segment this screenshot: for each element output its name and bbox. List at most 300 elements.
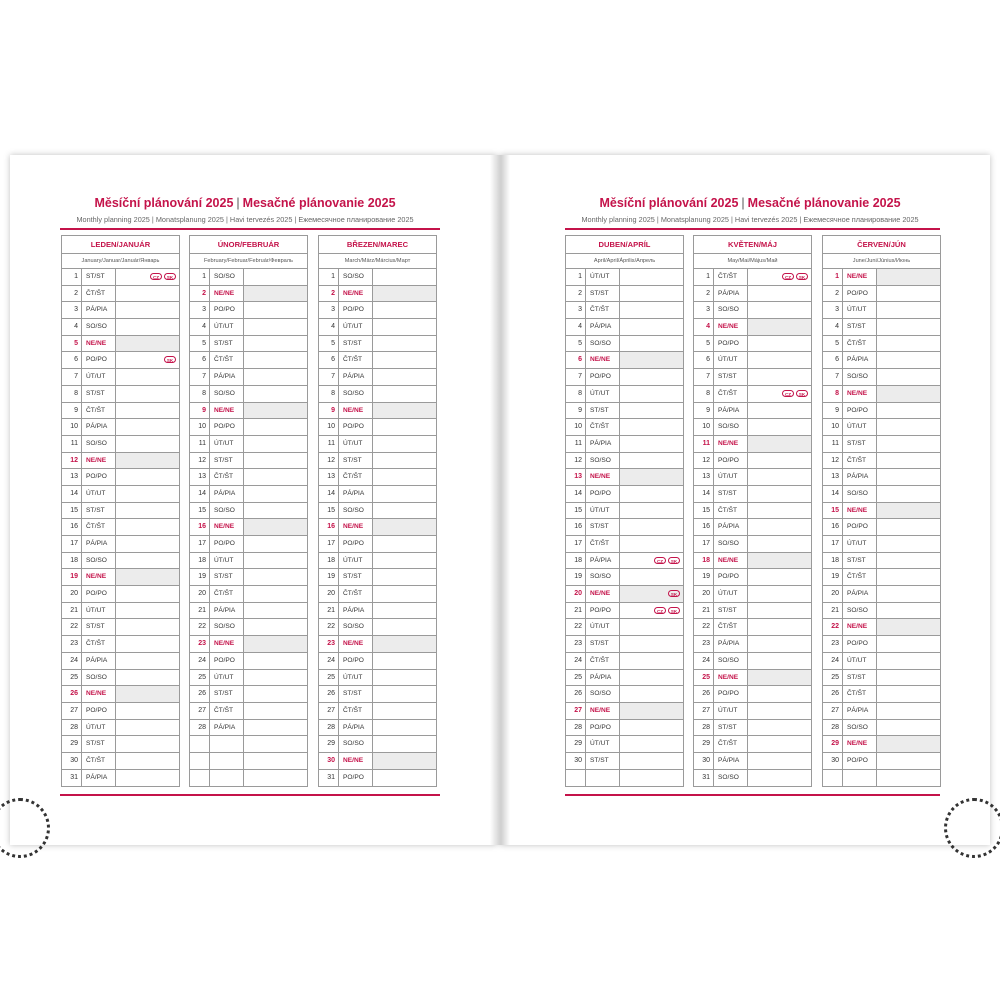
note-cell[interactable]: [116, 636, 179, 652]
day-number: 13: [823, 469, 843, 485]
note-cell[interactable]: [877, 770, 940, 787]
note-cell[interactable]: [877, 636, 940, 652]
note-cell[interactable]: [373, 269, 436, 285]
note-cell[interactable]: [244, 269, 307, 285]
note-cell[interactable]: [877, 386, 940, 402]
day-row: [823, 536, 940, 553]
note-cell[interactable]: [373, 736, 436, 752]
note-cell[interactable]: [620, 686, 683, 702]
note-cell[interactable]: [877, 670, 940, 686]
note-cell[interactable]: [116, 720, 179, 736]
day-row: [190, 369, 307, 386]
note-cell[interactable]: [748, 619, 811, 635]
note-cell[interactable]: [620, 453, 683, 469]
note-cell[interactable]: [877, 269, 940, 285]
note-cell[interactable]: [748, 319, 811, 335]
note-cell[interactable]: [373, 302, 436, 318]
weekday-label: PO/PO: [586, 486, 620, 502]
weekday-label: PO/PO: [210, 419, 244, 435]
weekday-label: PO/PO: [82, 703, 116, 719]
note-cell[interactable]: [244, 686, 307, 702]
note-cell[interactable]: [748, 419, 811, 435]
day-number: 28: [62, 720, 82, 736]
note-cell[interactable]: [620, 352, 683, 368]
weekday-label: ČT/ŠT: [339, 352, 373, 368]
note-cell[interactable]: [116, 770, 179, 787]
weekday-label: PO/PO: [586, 369, 620, 385]
day-row: [62, 619, 179, 636]
note-cell[interactable]: [877, 686, 940, 702]
weekday-label: PO/PO: [843, 403, 877, 419]
note-cell[interactable]: [620, 670, 683, 686]
note-cell[interactable]: [748, 453, 811, 469]
day-number: 19: [694, 569, 714, 585]
note-cell[interactable]: [877, 369, 940, 385]
note-cell[interactable]: [748, 603, 811, 619]
note-cell[interactable]: [620, 753, 683, 769]
day-number: 21: [566, 603, 586, 619]
note-cell[interactable]: [116, 386, 179, 402]
note-cell[interactable]: [748, 336, 811, 352]
note-cell[interactable]: [877, 352, 940, 368]
day-row: [566, 736, 683, 753]
day-row: [694, 603, 811, 620]
weekday-label: NE/NE: [714, 319, 748, 335]
note-cell[interactable]: [620, 436, 683, 452]
day-number: 4: [190, 319, 210, 335]
note-cell[interactable]: [244, 469, 307, 485]
day-number: 10: [62, 419, 82, 435]
note-cell[interactable]: [877, 453, 940, 469]
note-cell[interactable]: [244, 653, 307, 669]
page-title-left: [35, 196, 455, 210]
note-cell[interactable]: [620, 403, 683, 419]
day-number: [190, 770, 210, 787]
note-cell[interactable]: [748, 302, 811, 318]
note-cell[interactable]: [244, 486, 307, 502]
day-row: [190, 703, 307, 720]
book-spine: [490, 155, 510, 845]
note-cell[interactable]: [373, 753, 436, 769]
weekday-label: NE/NE: [586, 703, 620, 719]
note-cell[interactable]: [244, 286, 307, 302]
note-cell[interactable]: [244, 403, 307, 419]
note-cell[interactable]: [877, 419, 940, 435]
day-number: 20: [190, 586, 210, 602]
note-cell[interactable]: [373, 770, 436, 787]
month-table-may: [693, 235, 812, 787]
note-cell[interactable]: [620, 486, 683, 502]
day-row: [190, 536, 307, 553]
note-cell[interactable]: [373, 670, 436, 686]
note-cell[interactable]: [116, 703, 179, 719]
note-cell[interactable]: [373, 436, 436, 452]
weekday-label: PÁ/PIA: [210, 369, 244, 385]
note-cell[interactable]: [244, 419, 307, 435]
day-number: 12: [566, 453, 586, 469]
note-cell[interactable]: [116, 519, 179, 535]
note-cell[interactable]: [373, 403, 436, 419]
month-translations: February/Februar/Február/Февраль: [190, 254, 307, 269]
note-cell[interactable]: [244, 519, 307, 535]
day-row: [319, 419, 436, 436]
weekday-label: NE/NE: [586, 469, 620, 485]
note-cell[interactable]: [620, 770, 683, 787]
note-cell[interactable]: [620, 302, 683, 318]
note-cell[interactable]: [620, 586, 683, 602]
note-cell[interactable]: [877, 569, 940, 585]
note-cell[interactable]: [244, 302, 307, 318]
note-cell[interactable]: [373, 586, 436, 602]
weekday-label: PO/PO: [714, 686, 748, 702]
day-number: 22: [190, 619, 210, 635]
note-cell[interactable]: [244, 503, 307, 519]
weekday-label: ST/ST: [714, 603, 748, 619]
note-cell[interactable]: [244, 369, 307, 385]
note-cell[interactable]: [373, 486, 436, 502]
day-number: 24: [319, 653, 339, 669]
note-cell[interactable]: [116, 469, 179, 485]
month-table-june: [822, 235, 941, 787]
day-row: [694, 753, 811, 770]
weekday-label: PÁ/PIA: [339, 486, 373, 502]
note-cell[interactable]: [116, 286, 179, 302]
note-cell[interactable]: [244, 319, 307, 335]
weekday-label: [586, 770, 620, 787]
weekday-label: ÚT/UT: [339, 319, 373, 335]
note-cell[interactable]: [373, 286, 436, 302]
note-cell[interactable]: [748, 569, 811, 585]
note-cell[interactable]: [116, 603, 179, 619]
weekday-label: ÚT/UT: [339, 670, 373, 686]
weekday-label: ÚT/UT: [843, 419, 877, 435]
note-cell[interactable]: [244, 670, 307, 686]
day-row: [62, 536, 179, 553]
day-row: [823, 436, 940, 453]
day-number: 27: [62, 703, 82, 719]
note-cell[interactable]: [748, 536, 811, 552]
weekday-label: PÁ/PIA: [82, 302, 116, 318]
weekday-label: SO/SO: [714, 770, 748, 787]
note-cell[interactable]: [373, 720, 436, 736]
weekday-label: [843, 770, 877, 787]
note-cell[interactable]: [373, 686, 436, 702]
note-cell[interactable]: [620, 736, 683, 752]
note-cell[interactable]: [620, 369, 683, 385]
day-row: [190, 686, 307, 703]
weekday-label: ČT/ŠT: [843, 336, 877, 352]
note-cell[interactable]: [748, 736, 811, 752]
note-cell[interactable]: [620, 553, 683, 569]
note-cell[interactable]: [116, 436, 179, 452]
note-cell[interactable]: [244, 770, 307, 787]
day-number: 16: [823, 519, 843, 535]
note-cell[interactable]: [620, 336, 683, 352]
note-cell[interactable]: [748, 269, 811, 285]
weekday-label: SO/SO: [210, 619, 244, 635]
note-cell[interactable]: [373, 536, 436, 552]
note-cell[interactable]: [116, 536, 179, 552]
weekday-label: ST/ST: [82, 736, 116, 752]
note-cell[interactable]: [373, 553, 436, 569]
note-cell[interactable]: [373, 369, 436, 385]
note-cell[interactable]: [116, 619, 179, 635]
note-cell[interactable]: [373, 419, 436, 435]
note-cell[interactable]: [748, 436, 811, 452]
day-number: 11: [566, 436, 586, 452]
note-cell[interactable]: [116, 419, 179, 435]
note-cell[interactable]: [748, 653, 811, 669]
day-number: 11: [694, 436, 714, 452]
note-cell[interactable]: [877, 536, 940, 552]
note-cell[interactable]: [373, 653, 436, 669]
note-cell[interactable]: [244, 536, 307, 552]
note-cell[interactable]: [877, 703, 940, 719]
day-row: [566, 569, 683, 586]
weekday-label: SO/SO: [339, 619, 373, 635]
note-cell[interactable]: [116, 553, 179, 569]
day-number: 15: [190, 503, 210, 519]
day-row: [190, 519, 307, 536]
note-cell[interactable]: [748, 403, 811, 419]
note-cell[interactable]: [748, 469, 811, 485]
note-cell[interactable]: [244, 553, 307, 569]
note-cell[interactable]: [244, 703, 307, 719]
day-number: 18: [823, 553, 843, 569]
note-cell[interactable]: [373, 636, 436, 652]
note-cell[interactable]: [620, 720, 683, 736]
note-cell[interactable]: [116, 686, 179, 702]
note-cell[interactable]: [748, 386, 811, 402]
note-cell[interactable]: [748, 703, 811, 719]
note-cell[interactable]: [116, 369, 179, 385]
note-cell[interactable]: [620, 619, 683, 635]
note-cell[interactable]: [373, 619, 436, 635]
day-number: 14: [190, 486, 210, 502]
day-number: 19: [319, 569, 339, 585]
note-cell[interactable]: [620, 569, 683, 585]
note-cell[interactable]: [116, 336, 179, 352]
day-row: [823, 753, 940, 770]
weekday-label: SO/SO: [843, 720, 877, 736]
note-cell[interactable]: [877, 302, 940, 318]
note-cell[interactable]: [373, 519, 436, 535]
weekday-label: PO/PO: [843, 519, 877, 535]
note-cell[interactable]: [373, 319, 436, 335]
note-cell[interactable]: [244, 386, 307, 402]
note-cell[interactable]: [620, 603, 683, 619]
day-number: 19: [62, 569, 82, 585]
weekday-label: ÚT/UT: [586, 386, 620, 402]
note-cell[interactable]: [373, 453, 436, 469]
day-number: 17: [566, 536, 586, 552]
weekday-label: PÁ/PIA: [843, 469, 877, 485]
note-cell[interactable]: [244, 453, 307, 469]
note-cell[interactable]: [748, 770, 811, 787]
note-cell[interactable]: [116, 269, 179, 285]
note-cell[interactable]: [748, 670, 811, 686]
note-cell[interactable]: [620, 636, 683, 652]
note-cell[interactable]: [877, 519, 940, 535]
note-cell[interactable]: [877, 753, 940, 769]
day-number: 25: [319, 670, 339, 686]
note-cell[interactable]: [748, 369, 811, 385]
note-cell[interactable]: [116, 569, 179, 585]
note-cell[interactable]: [244, 352, 307, 368]
note-cell[interactable]: [620, 286, 683, 302]
note-cell[interactable]: [877, 553, 940, 569]
note-cell[interactable]: [620, 469, 683, 485]
note-cell[interactable]: [116, 586, 179, 602]
note-cell[interactable]: [877, 736, 940, 752]
day-row: [823, 269, 940, 286]
weekday-label: SO/SO: [339, 503, 373, 519]
note-cell[interactable]: [877, 436, 940, 452]
note-cell[interactable]: [244, 603, 307, 619]
day-number: 22: [823, 619, 843, 635]
day-number: 9: [62, 403, 82, 419]
note-cell[interactable]: [116, 670, 179, 686]
day-row: [190, 569, 307, 586]
day-row: [566, 302, 683, 319]
note-cell[interactable]: [620, 653, 683, 669]
note-cell[interactable]: [748, 503, 811, 519]
note-cell[interactable]: [748, 486, 811, 502]
note-cell[interactable]: [877, 469, 940, 485]
day-number: 11: [190, 436, 210, 452]
note-cell[interactable]: [373, 386, 436, 402]
note-cell[interactable]: [748, 753, 811, 769]
note-cell[interactable]: [244, 736, 307, 752]
weekday-label: NE/NE: [210, 286, 244, 302]
note-cell[interactable]: [116, 403, 179, 419]
note-cell[interactable]: [877, 586, 940, 602]
note-cell[interactable]: [877, 603, 940, 619]
day-row: [823, 503, 940, 520]
note-cell[interactable]: [877, 653, 940, 669]
note-cell[interactable]: [877, 619, 940, 635]
note-cell[interactable]: [620, 536, 683, 552]
note-cell[interactable]: [620, 503, 683, 519]
day-number: [190, 736, 210, 752]
day-row: [694, 653, 811, 670]
day-row: [62, 336, 179, 353]
note-cell[interactable]: [373, 352, 436, 368]
note-cell[interactable]: [116, 736, 179, 752]
note-cell[interactable]: [116, 653, 179, 669]
note-cell[interactable]: [116, 753, 179, 769]
note-cell[interactable]: [373, 603, 436, 619]
weekday-label: PO/PO: [586, 603, 620, 619]
note-cell[interactable]: [244, 436, 307, 452]
note-cell[interactable]: [244, 569, 307, 585]
note-cell[interactable]: [748, 686, 811, 702]
note-cell[interactable]: [116, 319, 179, 335]
weekday-label: SO/SO: [82, 670, 116, 686]
note-cell[interactable]: [620, 703, 683, 719]
note-cell[interactable]: [877, 403, 940, 419]
day-number: 2: [190, 286, 210, 302]
note-cell[interactable]: [877, 486, 940, 502]
weekday-label: PÁ/PIA: [714, 519, 748, 535]
note-cell[interactable]: [373, 469, 436, 485]
note-cell[interactable]: [116, 486, 179, 502]
day-number: 16: [566, 519, 586, 535]
note-cell[interactable]: [244, 753, 307, 769]
day-number: 6: [62, 352, 82, 368]
weekday-label: PO/PO: [339, 653, 373, 669]
day-number: 23: [190, 636, 210, 652]
note-cell[interactable]: [877, 286, 940, 302]
note-cell[interactable]: [244, 586, 307, 602]
weekday-label: ST/ST: [586, 519, 620, 535]
note-cell[interactable]: [373, 503, 436, 519]
weekday-label: SO/SO: [339, 736, 373, 752]
note-cell[interactable]: [244, 619, 307, 635]
day-number: 18: [566, 553, 586, 569]
note-cell[interactable]: [116, 453, 179, 469]
note-cell[interactable]: [620, 386, 683, 402]
weekday-label: [210, 736, 244, 752]
note-cell[interactable]: [748, 636, 811, 652]
note-cell[interactable]: [748, 286, 811, 302]
note-cell[interactable]: [244, 336, 307, 352]
note-cell[interactable]: [877, 503, 940, 519]
note-cell[interactable]: [116, 302, 179, 318]
note-cell[interactable]: [877, 336, 940, 352]
note-cell[interactable]: [373, 336, 436, 352]
weekday-label: ST/ST: [586, 753, 620, 769]
note-cell[interactable]: [620, 269, 683, 285]
day-row: [566, 686, 683, 703]
weekday-label: NE/NE: [714, 553, 748, 569]
note-cell[interactable]: [877, 720, 940, 736]
note-cell[interactable]: [116, 503, 179, 519]
weekday-label: ČT/ŠT: [210, 352, 244, 368]
day-number: 31: [694, 770, 714, 787]
note-cell[interactable]: [620, 419, 683, 435]
day-number: 28: [566, 720, 586, 736]
weekday-label: PO/PO: [82, 586, 116, 602]
weekday-label: ÚT/UT: [714, 469, 748, 485]
day-row: [62, 770, 179, 787]
note-cell[interactable]: [877, 319, 940, 335]
note-cell[interactable]: [244, 636, 307, 652]
note-cell[interactable]: [748, 519, 811, 535]
weekday-label: ST/ST: [82, 619, 116, 635]
day-number: 21: [319, 603, 339, 619]
note-cell[interactable]: [116, 352, 179, 368]
weekday-label: ST/ST: [82, 386, 116, 402]
day-row: [823, 302, 940, 319]
note-cell[interactable]: [373, 703, 436, 719]
note-cell[interactable]: [748, 586, 811, 602]
note-cell[interactable]: [748, 352, 811, 368]
weekday-label: ČT/ŠT: [210, 469, 244, 485]
day-number: 27: [694, 703, 714, 719]
day-row: [62, 302, 179, 319]
day-row: [319, 536, 436, 553]
note-cell[interactable]: [748, 553, 811, 569]
day-row: [566, 720, 683, 737]
day-number: 27: [319, 703, 339, 719]
day-row: [823, 352, 940, 369]
note-cell[interactable]: [748, 720, 811, 736]
note-cell[interactable]: [373, 569, 436, 585]
note-cell[interactable]: [620, 319, 683, 335]
note-cell[interactable]: [244, 720, 307, 736]
note-cell[interactable]: [620, 519, 683, 535]
